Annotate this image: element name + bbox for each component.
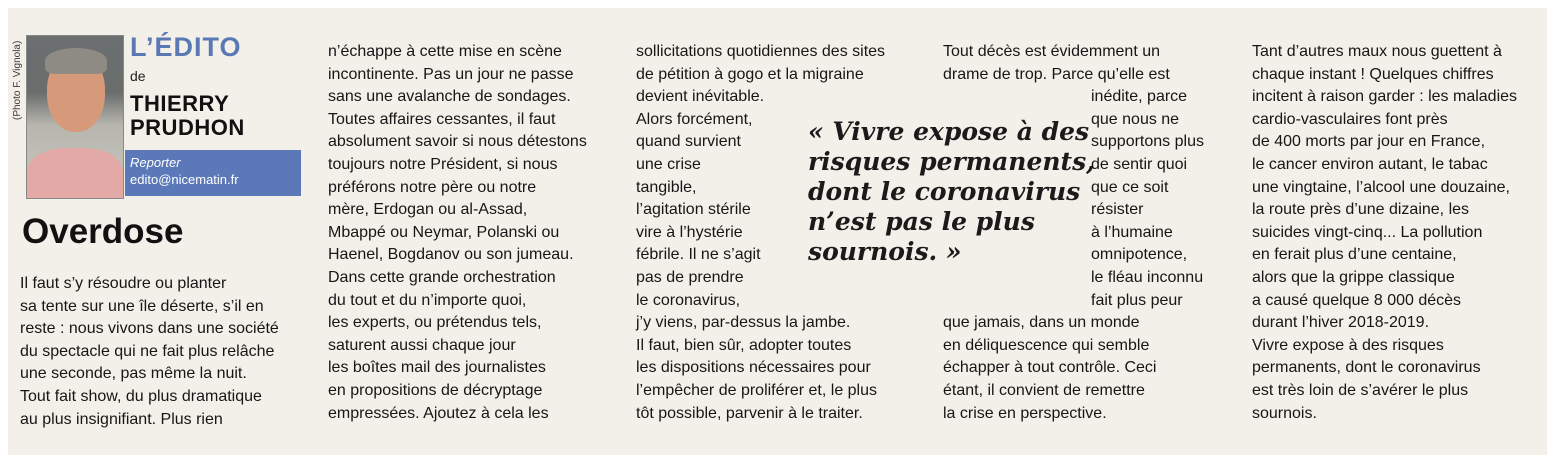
- text-line: le cancer environ autant, le tabac: [1252, 155, 1488, 173]
- text-line: sournois.: [1252, 404, 1317, 422]
- text-line: du spectacle qui ne fait plus relâche: [20, 342, 275, 360]
- text-line: fébrile. Il ne s’agit: [636, 246, 761, 264]
- text-line: les boîtes mail des journalistes: [328, 359, 546, 377]
- quote-line: risques permanents,: [808, 147, 1095, 176]
- text-line: la crise en perspective.: [943, 404, 1107, 422]
- text-line: l’agitation stérile: [636, 201, 751, 219]
- text-line: supportons plus: [1091, 133, 1204, 151]
- column-2: [328, 41, 618, 425]
- text-line: de pétition à gogo et la migraine: [636, 65, 864, 83]
- text-line: Mbappé ou Neymar, Polanski ou: [328, 223, 560, 241]
- headline: Overdose: [22, 212, 184, 251]
- photo-credit: (Photo F. Vignola): [12, 40, 23, 120]
- text-line: empressées. Ajoutez à cela les: [328, 404, 549, 422]
- text-line: les dispositions nécessaires pour: [636, 359, 871, 377]
- text-line: les experts, ou prétendus tels,: [328, 314, 542, 332]
- text-line: une vingtaine, l’alcool une douzaine,: [1252, 178, 1510, 196]
- author-badge: [125, 150, 301, 196]
- text-line: j’y viens, par-dessus la jambe.: [636, 314, 851, 332]
- text-line: de 400 morts par jour en France,: [1252, 133, 1486, 151]
- text-line: en déliquescence qui semble: [943, 336, 1150, 354]
- column-1: [20, 273, 305, 431]
- text-line: absolument savoir si nous détestons: [328, 133, 587, 151]
- text-line: en ferait plus d’une centaine,: [1252, 246, 1457, 264]
- quote-line: n’est pas le plus: [808, 207, 1035, 236]
- text-line: de sentir quoi: [1091, 155, 1188, 173]
- text-line: Toutes affaires cessantes, il faut: [328, 110, 556, 128]
- text-line: incitent à raison garder : les maladies: [1252, 88, 1518, 106]
- text-line: quand survient: [636, 133, 741, 151]
- pull-quote: [808, 117, 1095, 267]
- author-role: Reporter: [130, 155, 181, 170]
- author-first-name: THIERRY: [130, 91, 230, 116]
- author-email[interactable]: edito@nicematin.fr: [130, 172, 239, 187]
- text-line: sollicitations quotidiennes des sites: [636, 43, 886, 60]
- text-line: Tout décès est évidemment un: [943, 43, 1161, 60]
- text-line: Haenel, Bogdanov ou son jumeau.: [328, 246, 574, 264]
- text-line: étant, il convient de remettre: [943, 381, 1145, 399]
- text-line: vire à l’hystérie: [636, 223, 743, 241]
- text-line: que ce soit: [1091, 178, 1169, 196]
- photo-hair: [45, 48, 107, 74]
- text-line: reste : nous vivons dans une société: [20, 320, 279, 338]
- text-line: cardio-vasculaires font près: [1252, 110, 1448, 128]
- quote-line: dont le coronavirus: [808, 177, 1081, 206]
- text-line: le fléau inconnu: [1091, 268, 1204, 286]
- text-line: fait plus peur: [1091, 291, 1183, 309]
- text-line: en propositions de décryptage: [328, 381, 543, 399]
- author-name: [130, 92, 245, 140]
- byline-prefix: de: [130, 68, 146, 84]
- text-line: suicides vingt-cinq... La pollution: [1252, 223, 1483, 241]
- text-line: que nous ne: [1091, 110, 1180, 128]
- text-line: n’échappe à cette mise en scène: [328, 43, 562, 60]
- text-line: sans une avalanche de sondages.: [328, 88, 571, 106]
- text-line: la route près d’une dizaine, les: [1252, 201, 1470, 219]
- text-line: résister: [1091, 201, 1144, 219]
- text-line: permanents, dont le coronavirus: [1252, 359, 1481, 377]
- text-line: Tant d’autres maux nous guettent à: [1252, 43, 1502, 60]
- quote-line: « Vivre expose à des: [808, 117, 1090, 146]
- text-line: à l’humaine: [1091, 223, 1173, 241]
- text-line: une crise: [636, 155, 701, 173]
- author-last-name: PRUDHON: [130, 115, 245, 140]
- text-line: a causé quelque 8 000 décès: [1252, 291, 1462, 309]
- text-line: préférons notre père ou notre: [328, 178, 537, 196]
- text-line: Il faut, bien sûr, adopter toutes: [636, 336, 852, 354]
- text-line: omnipotence,: [1091, 246, 1188, 264]
- text-line: mère, Erdogan ou al-Assad,: [328, 201, 528, 219]
- text-line: alors que la grippe classique: [1252, 268, 1455, 286]
- text-line: drame de trop. Parce qu’elle est: [943, 65, 1170, 83]
- text-line: Dans cette grande orchestration: [328, 268, 556, 286]
- text-line: le coronavirus,: [636, 291, 741, 309]
- text-line: toujours notre Président, si nous: [328, 155, 558, 173]
- text-line: l’empêcher de proliférer et, le plus: [636, 381, 878, 399]
- text-line: inédite, parce: [1091, 88, 1188, 106]
- text-line: tangible,: [636, 178, 697, 196]
- rubric-title: L’ÉDITO: [130, 32, 242, 62]
- text-line: Vivre expose à des risques: [1252, 336, 1444, 354]
- text-line: Tout fait show, du plus dramatique: [20, 387, 262, 405]
- column-5: [1252, 41, 1542, 425]
- text-line: Alors forcément,: [636, 110, 753, 128]
- text-line: chaque instant ! Quelques chiffres: [1252, 65, 1494, 83]
- text-line: une seconde, pas même la nuit.: [20, 365, 247, 383]
- text-line: du tout et du n’importe quoi,: [328, 291, 527, 309]
- text-line: durant l’hiver 2018-2019.: [1252, 314, 1430, 332]
- photo-shirt: [27, 148, 123, 199]
- text-line: incontinente. Pas un jour ne passe: [328, 65, 574, 83]
- text-line: pas de prendre: [636, 268, 744, 286]
- text-line: Il faut s’y résoudre ou planter: [20, 275, 227, 292]
- text-line: devient inévitable.: [636, 88, 765, 106]
- text-line: tôt possible, parvenir à le traiter.: [636, 404, 863, 422]
- text-line: que jamais, dans un monde: [943, 314, 1140, 332]
- text-line: au plus insignifiant. Plus rien: [20, 410, 223, 428]
- text-line: saturent aussi chaque jour: [328, 336, 516, 354]
- author-photo: [26, 35, 124, 199]
- text-line: sa tente sur une île déserte, s’il en: [20, 297, 264, 315]
- text-line: est très loin de s’avérer le plus: [1252, 381, 1469, 399]
- quote-line: sournois. »: [808, 237, 962, 266]
- text-line: échapper à tout contrôle. Ceci: [943, 359, 1157, 377]
